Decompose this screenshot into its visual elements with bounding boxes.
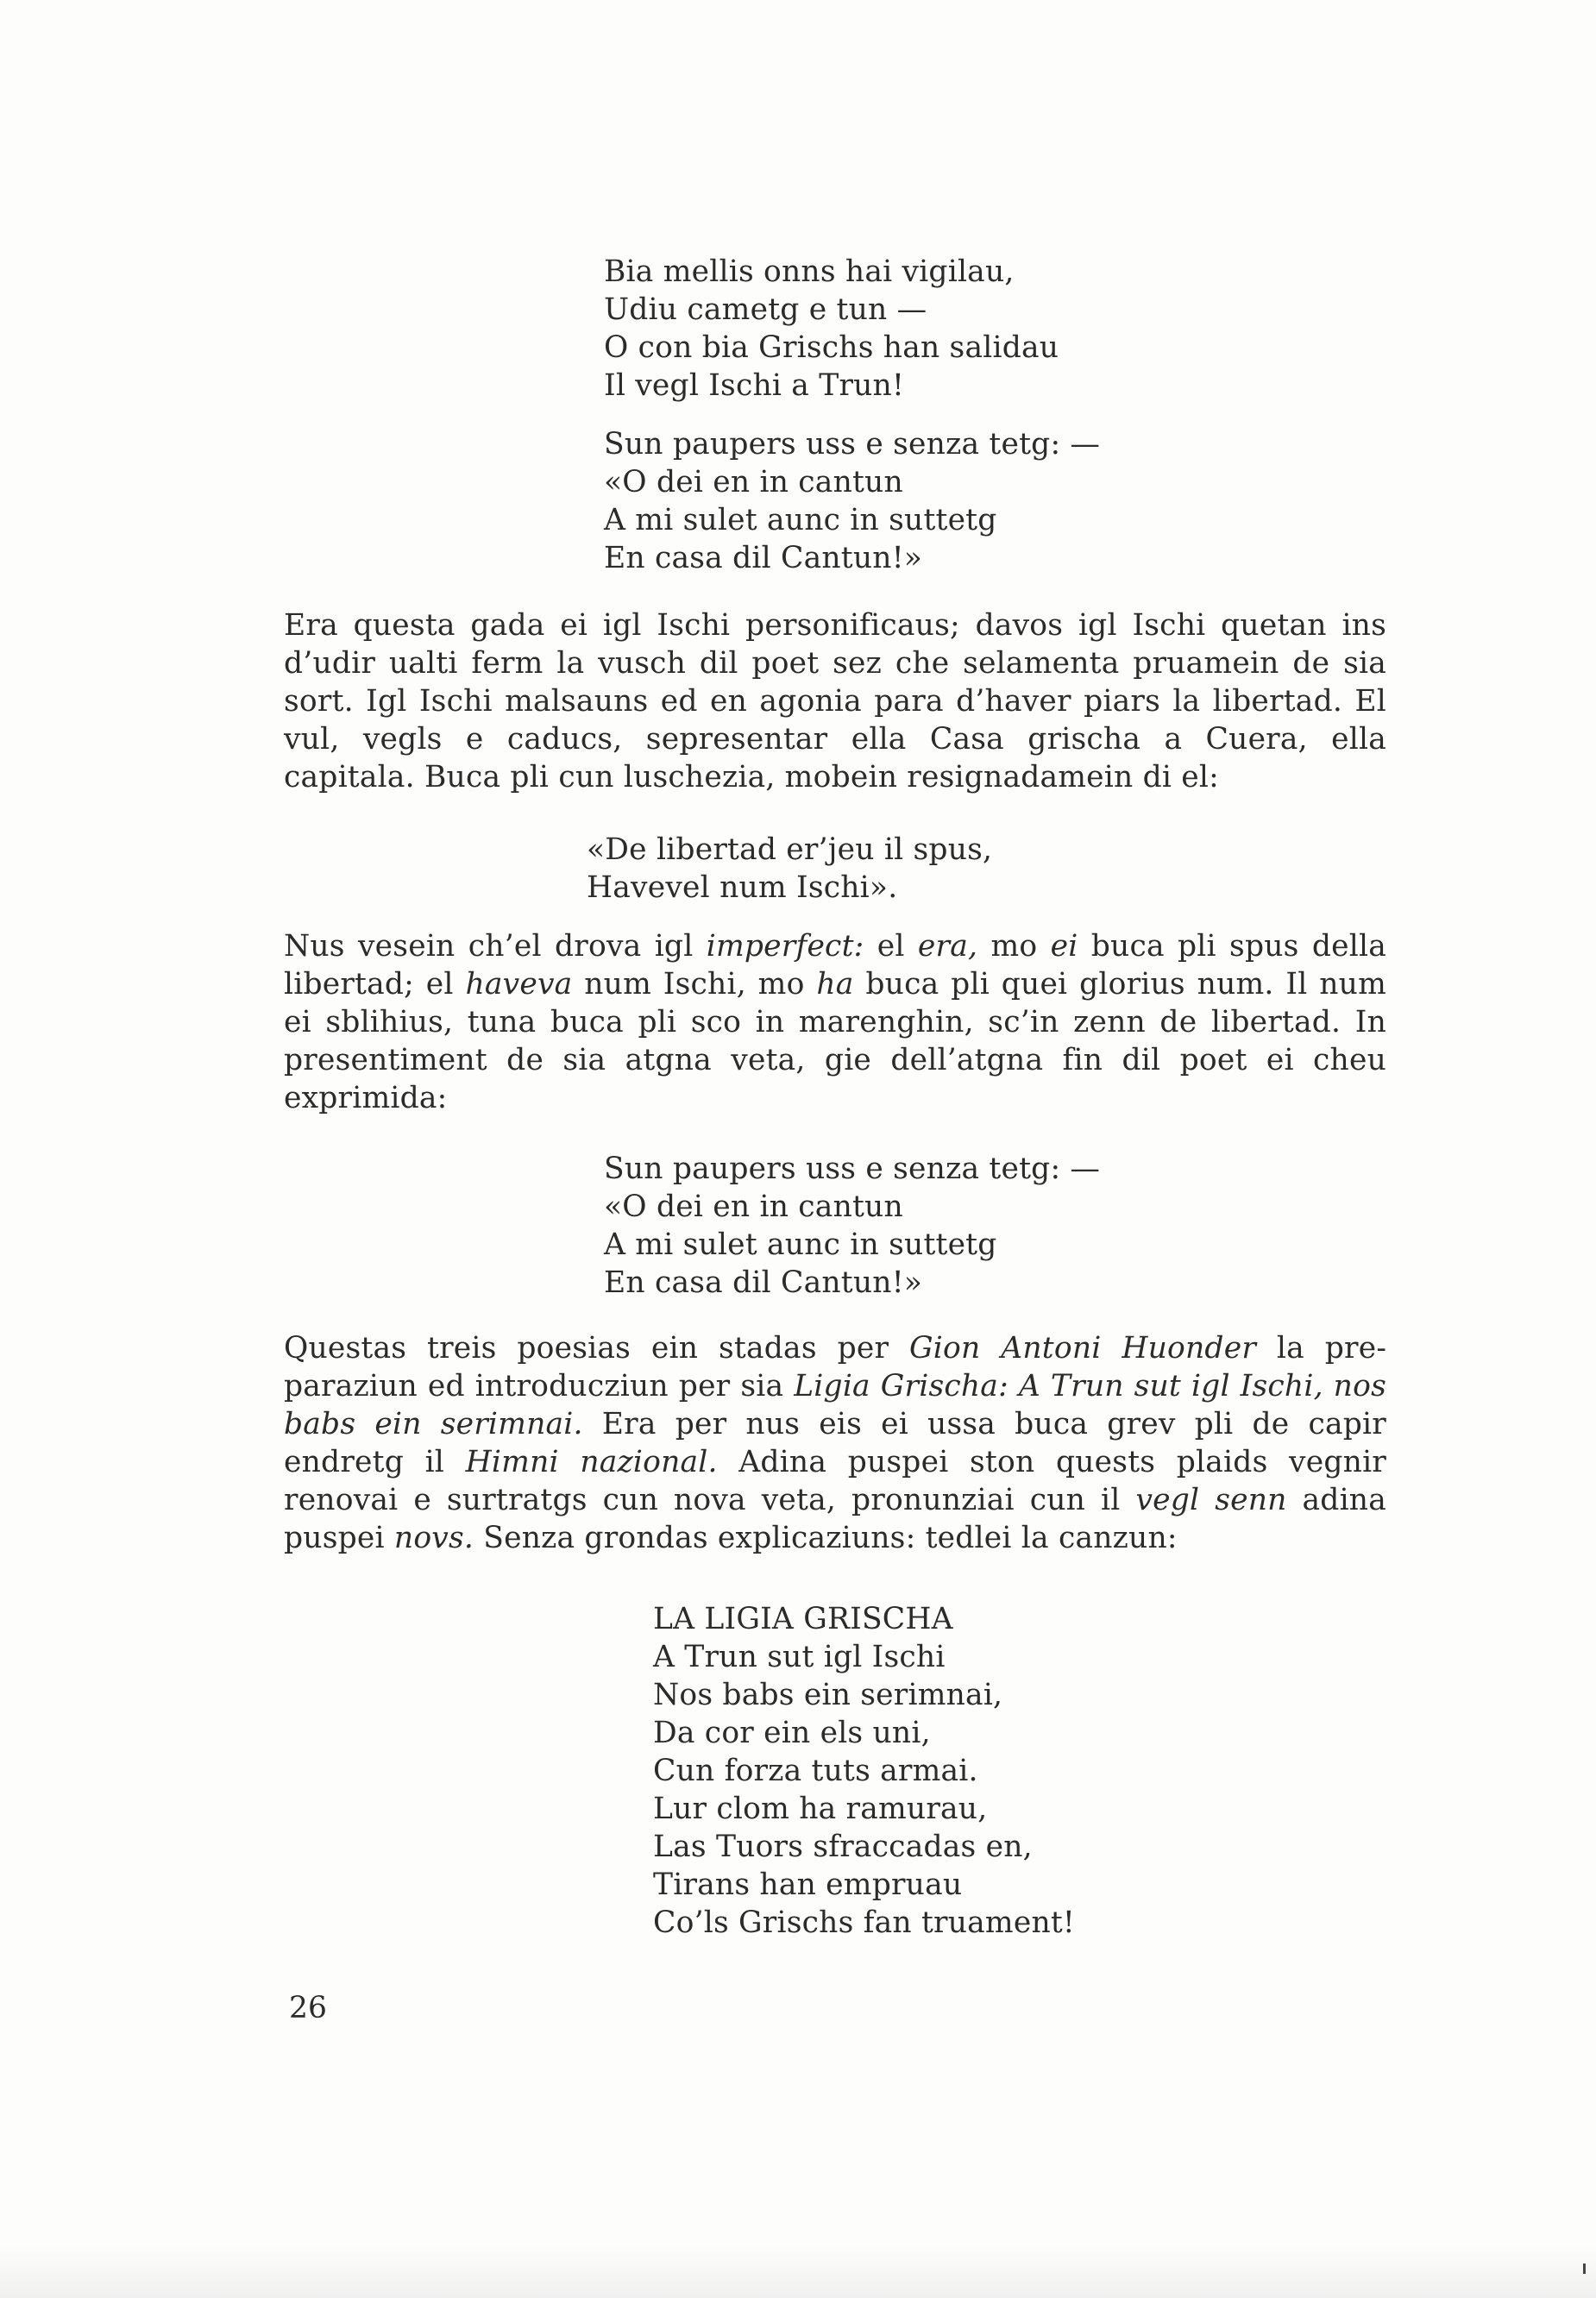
paragraph-2 — [284, 927, 1386, 1117]
verse-line: «O dei en in cantun — [604, 465, 903, 499]
verse-line: «O dei en in cantun — [604, 1190, 903, 1224]
italic-run: imperfect: — [706, 929, 864, 964]
italic-run: vegl senn — [1135, 1483, 1287, 1517]
verse-line: A Trun sut igl Ischi — [653, 1640, 946, 1674]
italic-run: haveva — [465, 967, 573, 1001]
poem-title: LA LIGIA GRISCHA — [653, 1602, 953, 1636]
italic-run: Gion Antoni Huonder — [909, 1331, 1257, 1366]
verse-line: Sun paupers uss e senza tetg: — — [604, 427, 1101, 461]
verse-line: Lur clom ha ramurau, — [653, 1792, 988, 1826]
verse-line: A mi sulet aunc in suttetg — [604, 1227, 997, 1262]
text-run: Nus vesein ch’el drova igl — [284, 929, 707, 964]
italic-run: ei — [1050, 929, 1078, 964]
verse-line: A mi sulet aunc in suttetg — [604, 503, 997, 537]
verse-line: «De libertad er’jeu il spus, — [587, 832, 993, 867]
verse-line: Sun paupers uss e senza tetg: — — [604, 1152, 1101, 1186]
verse-line: En casa dil Cantun!» — [604, 541, 923, 575]
scan-edge-shadow — [0, 2246, 1596, 2298]
verse-line: Havevel num Ischi». — [587, 870, 898, 905]
italic-run: Himni nazional. — [465, 1445, 718, 1479]
paragraph-1 — [284, 606, 1386, 796]
stanza-1 — [604, 253, 1059, 405]
verse-line: Da cor ein els uni, — [653, 1716, 931, 1750]
verse-line: Nos babs ein serimnai, — [653, 1678, 1003, 1712]
page-number: 26 — [289, 1991, 327, 2025]
italic-run: Ligia Grischa: A Trun sut igl Ischi, nos babs ein serimnai. — [284, 1369, 1386, 1441]
stanza-2 — [604, 425, 1100, 577]
verse-line: Udiu cametg e tun — — [604, 292, 927, 327]
verse-line: En casa dil Cantun!» — [604, 1265, 923, 1300]
paragraph-3 — [284, 1329, 1386, 1557]
text-run: buca pli spus della libertad; el — [284, 929, 1386, 1001]
text-run: Adina puspei ston quests plaids vegnir renovai e surtratgs cun nova veta, pronunziai cun il — [284, 1445, 1386, 1517]
poem-la-ligia-grischa — [653, 1600, 1075, 1942]
text-run: buca pli quei glorius num. Il num ei sblihius, tuna buca pli sco in marenghin, sc’in zenn de libertad. In presentiment de sia atgna veta, gie dell’atgna fin dil poet ei cheu exprimida: — [284, 967, 1386, 1115]
paragraph-text — [284, 1329, 1386, 1557]
italic-run: ha — [816, 967, 854, 1001]
text-run: Senza grondas explicaziuns: tedlei la canzun: — [474, 1521, 1178, 1555]
text-run: la preparaziun ed introducziun per sia — [284, 1331, 1386, 1403]
verse-line: Las Tuors sfraccadas en, — [653, 1830, 1033, 1864]
text-run: num Ischi, mo — [572, 967, 817, 1001]
verse-line: Co’ls Grischs fan truament! — [653, 1906, 1075, 1940]
stanza-3 — [587, 831, 992, 907]
scan-edge-mark — [1583, 2263, 1586, 2274]
paragraph-text: Era questa gada ei igl Ischi personificaus; davos igl Ischi quetan ins d’udir ualti ferm la vusch dil poet sez che selamenta pruamein de sia sort. Igl Ischi malsauns ed en agonia para d’haver piars la libertad. El vul, vegls e caducs, sepresentar ella Casa grischa a Cuera, ella capitala. Buca pli cun luschezia, mobein resignadamein di el: — [284, 608, 1386, 794]
verse-line: Tirans han empruau — [653, 1868, 963, 1902]
italic-run: novs. — [393, 1521, 474, 1555]
text-run: adina puspei — [284, 1483, 1386, 1555]
verse-line: Cun forza tuts armai. — [653, 1754, 978, 1788]
stanza-4 — [604, 1150, 1100, 1302]
text-run: Era per nus eis ei ussa buca grev pli de capir endretg il — [284, 1407, 1386, 1479]
paragraph-text — [284, 927, 1386, 1117]
verse-line: Bia mellis onns hai vigilau, — [604, 254, 1015, 289]
text-run: mo — [977, 929, 1051, 964]
verse-line: Il vegl Ischi a Trun! — [604, 368, 905, 403]
italic-run: era, — [917, 929, 978, 964]
text-run: el — [864, 929, 918, 964]
text-run: Questas treis poesias ein stadas per — [284, 1331, 910, 1366]
verse-line: O con bia Grischs han salidau — [604, 330, 1059, 365]
